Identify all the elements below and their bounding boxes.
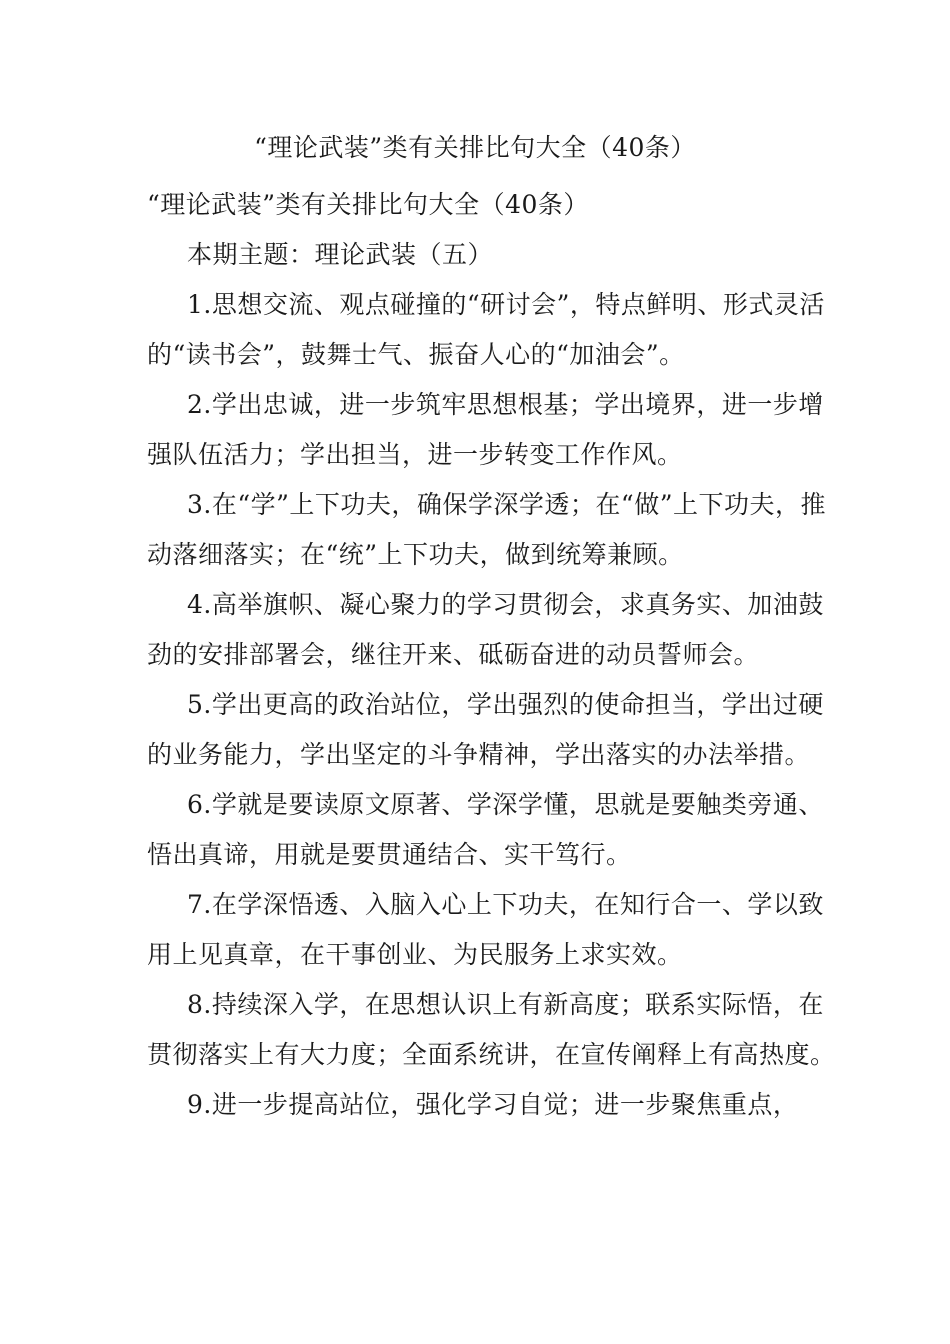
theme-line: 本期主题：理论武装（五） xyxy=(187,240,494,269)
list-item: 5.学出更高的政治站位，学出强烈的使命担当，学出过硬的业务能力，学出坚定的斗争精神，学出落实的办法举措。 xyxy=(147,690,824,769)
list-item: 2.学出忠诚，进一步筑牢思想根基；学出境界，进一步增强队伍活力；学出担当，进一步转变工作作风。 xyxy=(147,390,824,469)
document-body xyxy=(147,180,837,1130)
list-item: 6.学就是要读原文原著、学深学懂，思就是要触类旁通、悟出真谛，用就是要贯通结合、实干笃行。 xyxy=(147,790,824,869)
list-item: 7.在学深悟透、入脑入心上下功夫，在知行合一、学以致用上见真章，在干事创业、为民服务上求实效。 xyxy=(147,890,824,969)
list-item: 9.进一步提高站位，强化学习自觉；进一步聚焦重点， xyxy=(187,1090,799,1119)
list-item: 8.持续深入学，在思想认识上有新高度；联系实际悟，在贯彻落实上有大力度；全面系统讲，在宣传阐释上有高热度。 xyxy=(147,990,836,1069)
list-item: 1.思想交流、观点碰撞的“研讨会”，特点鲜明、形式灵活的“读书会”，鼓舞士气、振奋人心的“加油会”。 xyxy=(147,290,825,369)
document-subtitle: “理论武装”类有关排比句大全（40条） xyxy=(147,190,589,219)
list-item: 4.高举旗帜、凝心聚力的学习贯彻会，求真务实、加油鼓劲的安排部署会，继往开来、砥砺奋进的动员誓师会。 xyxy=(147,590,824,669)
list-item: 3.在“学”上下功夫，确保学深学透；在“做”上下功夫，推动落细落实；在“统”上下功夫，做到统筹兼顾。 xyxy=(147,490,826,569)
document-title: “理论武装”类有关排比句大全（40条） xyxy=(254,133,696,162)
